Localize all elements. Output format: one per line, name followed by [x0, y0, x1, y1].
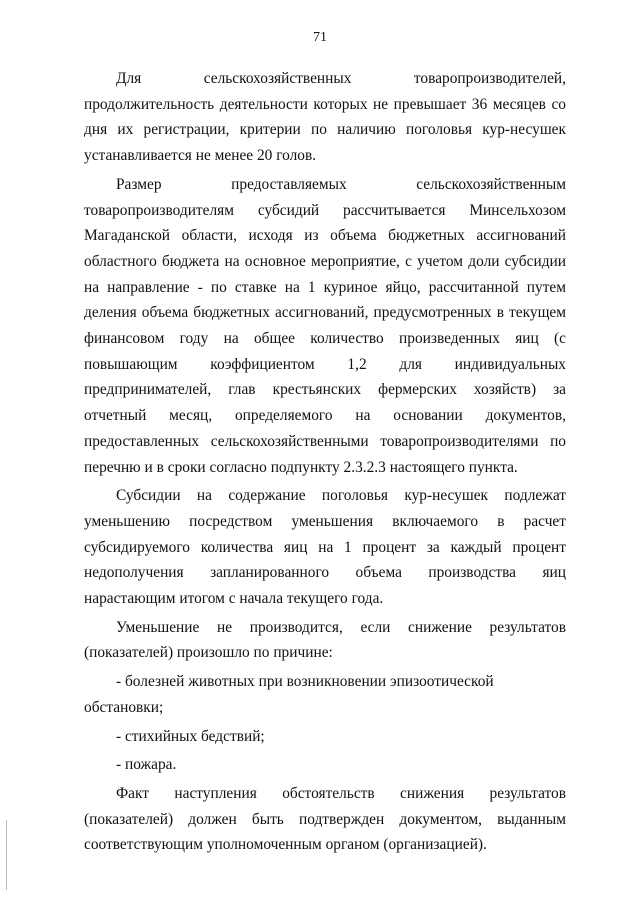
paragraph-subsidy-reduction: Субсидии на содержание поголовья кур-несушек подлежат уменьшению посредством уменьшения включаемого в расчет субсидируемого количества яиц на 1 процент за каждый процент недополучения запланированного объема производства яиц нарастающим итогом с начала текущего года. [84, 487, 566, 608]
scan-edge-mark [6, 820, 7, 890]
paragraph-poultry-criteria: Для сельскохозяйственных товаропроизводителей, продолжительность деятельности которых не превышает 36 месяцев со дня их регистрации, критерии по наличию поголовья кур-несушек устанавливается не менее 20 голов. [84, 70, 566, 165]
page-number: 71 [313, 30, 327, 45]
paragraph-subsidy-calculation: Размер предоставляемых сельскохозяйственным товаропроизводителям субсидий рассчитывается Минсельхозом Магаданской области, исходя из объема бюджетных ассигнований областного бюджета на основное мероприятие, с учетом доли субсидии на направление - по ставке на 1 куриное яйцо, рассчитанной путем деления объема бюджетных ассигнований, предусмотренных в текущем финансовом году на общее количество произведенных яиц (с повышающим коэффициентом 1,2 для индивидуальных предпринимателей, глав крестьянских фермерских хозяйств) за отчетный месяц, определяемого на основании документов, предоставленных сельскохозяйственными товаропроизводителями по перечню и в сроки согласно подпункту 2.3.2.3 настоящего пункта. [84, 175, 566, 476]
document-body [84, 66, 566, 858]
list-item-animal-disease: - болезней животных при возникновении эпизоотической обстановки; [84, 673, 494, 716]
paragraph-reduction-exceptions: Уменьшение не производится, если снижение результатов (показателей) произошло по причине: [84, 618, 566, 662]
list-item-natural-disasters: - стихийных бедствий; [116, 727, 265, 745]
list-item-fire: - пожара. [116, 756, 177, 774]
paragraph-confirmation-document: Факт наступления обстоятельств снижения результатов (показателей) должен быть подтвержден документом, выданным соответствующим уполномоченным органом (организацией). [84, 784, 566, 854]
